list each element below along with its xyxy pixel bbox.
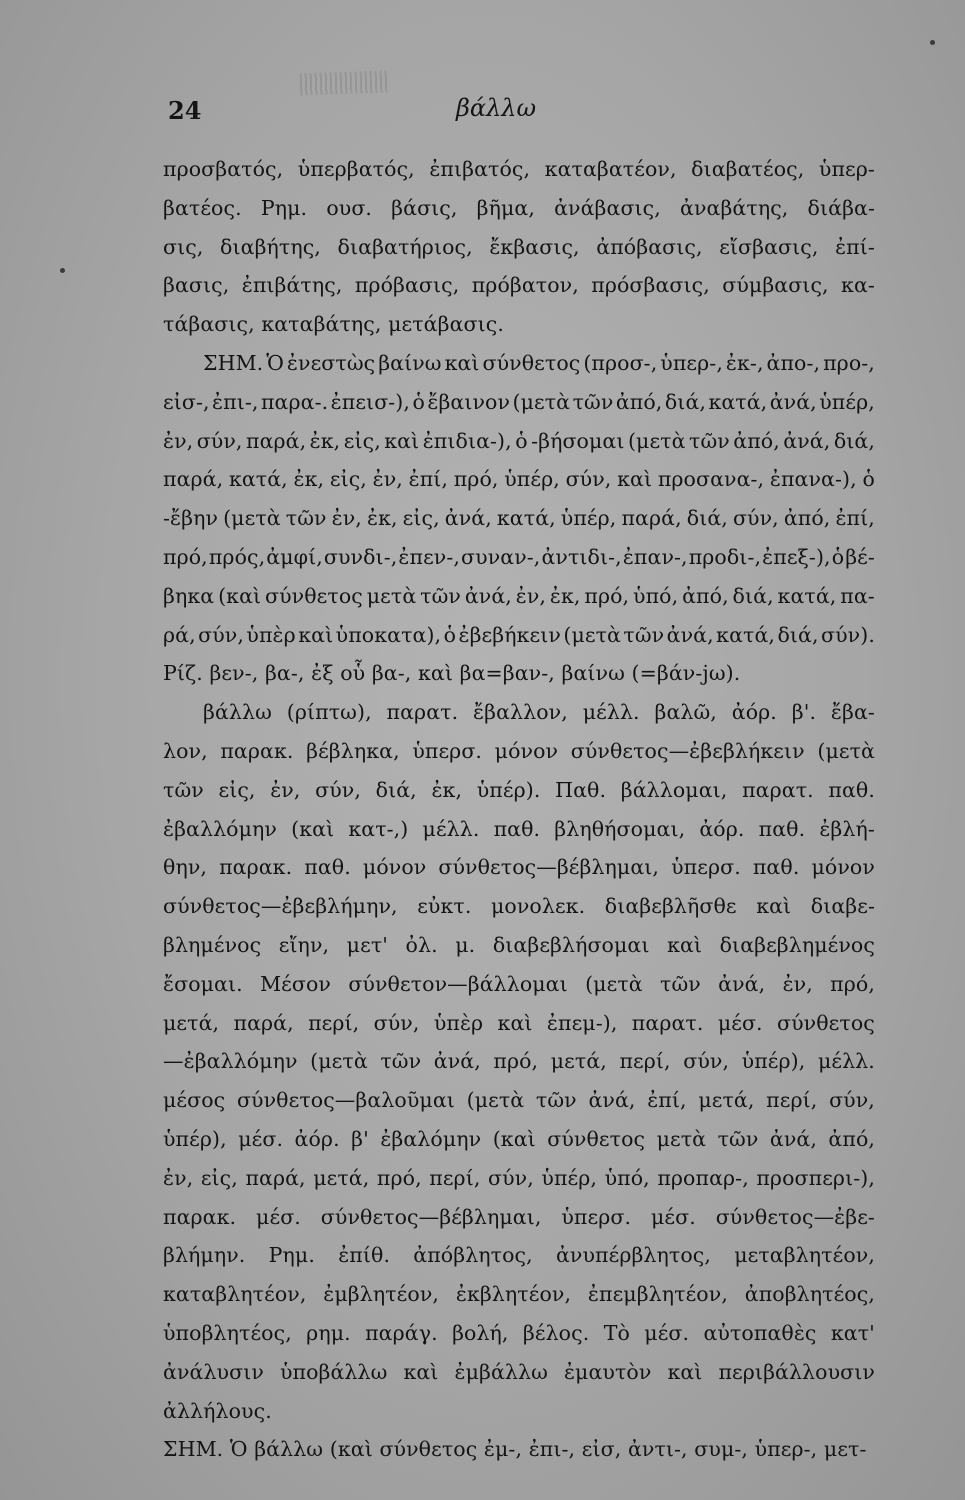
text-line: ΣΗΜ. Ὁ βάλλω (καὶ σύνθετος ἐμ-, ἐπι-, εἰσ, ἀντι-, συμ-, ὑπερ-, μετ- — [163, 1437, 867, 1462]
text-line: ἀλλήλους. — [163, 1398, 272, 1423]
text-line: ΣΗΜ. Ὁ ἐνεστὼς βαίνω καὶ σύνθετος (προσ-, ὑπερ-, ἐκ-, ἀπο-, προ-, — [203, 350, 875, 375]
text-line: ἐν, σύν, παρά, ἐκ, εἰς, καὶ ἐπιδια-), ὁ -βήσομαι (μετὰ τῶν ἀπό, ἀνά, διά, — [163, 428, 875, 453]
text-line: εἰσ-, ἐπι-, παρα-. ἐπεισ-), ὁ ἔβαινον (μετὰ τῶν ἀπό, διά, κατά, ἀνά, ὑπέρ, — [163, 389, 875, 414]
text-line: βασις, ἐπιβάτης, πρόβασις, πρόβατον, πρόσβασις, σύμβασις, κα- — [163, 273, 875, 298]
text-line: ἐν, εἰς, παρά, μετά, πρό, περί, σύν, ὑπέρ, ὑπό, προπαρ-, προσπερι-), — [163, 1165, 875, 1190]
text-line: σύνθετος—ἐβεβλήμην, εὐκτ. μονολεκ. διαβεβλῆσθε καὶ διαβε- — [163, 894, 875, 919]
text-line: ἀνάλυσιν ὑποβάλλω καὶ ἐμβάλλω ἐμαυτὸν καὶ περιβάλλουσιν — [163, 1359, 875, 1384]
text-line: βάλλω (ρίπτω), παρατ. ἔβαλλον, μέλλ. βαλῶ, ἀόρ. β'. ἔβα- — [203, 700, 875, 725]
text-line: μέσος σύνθετος—βαλοῦμαι (μετὰ τῶν ἀνά, ἐπί, μετά, περί, σύν, — [163, 1088, 875, 1113]
text-line: πρό, πρός, ἀμφί, συνδι-, ἐπεν-, συναν-, ἀντιδι-, ἐπαν-, προδι-, ἐπεξ-), ὁ βέ- — [163, 544, 875, 569]
text-line: λον, παρακ. βέβληκα, ὑπερσ. μόνον σύνθετος—ἐβεβλήκειν (μετὰ — [163, 738, 875, 763]
text-line: ὑπέρ), μέσ. ἀόρ. β' ἐβαλόμην (καὶ σύνθετος μετὰ τῶν ἀνά, ἀπό, — [163, 1126, 875, 1151]
text-line: βλημένος εἴην, μετ' ὀλ. μ. διαβεβλήσομαι καὶ διαβεβλημένος — [163, 932, 875, 957]
text-line: —ἐβαλλόμην (μετὰ τῶν ἀνά, πρό, μετά, περί, σύν, ὑπέρ), μέλλ. — [163, 1049, 875, 1074]
text-line: μετά, παρά, περί, σύν, ὑπὲρ καὶ ἐπεμ-), παρατ. μέσ. σύνθετος — [163, 1010, 875, 1035]
text-line: θην, παρακ. παθ. μόνον σύνθετος—βέβλημαι, ὑπερσ. παθ. μόνον — [163, 855, 875, 880]
text-line: Ρίζ. βεν-, βα-, ἐξ οὗ βα-, καὶ βα=βαν-, βαίνω (=βάν-jω). — [163, 661, 741, 686]
text-line: ὑποβλητέος, ρημ. παράγ. βολή, βέλος. Τὸ μέσ. αὐτοπαθὲς κατ' — [163, 1320, 875, 1345]
ink-speck — [930, 40, 935, 45]
ink-smudge — [300, 70, 389, 95]
text-line: παρακ. μέσ. σύνθετος—βέβλημαι, ὑπερσ. μέσ. σύνθετος—ἐβε- — [163, 1204, 875, 1229]
ink-speck — [60, 268, 65, 273]
text-line: ἐβαλλόμην (καὶ κατ-,) μέλλ. παθ. βληθήσομαι, ἀόρ. παθ. ἐβλή- — [163, 816, 875, 841]
text-line: παρά, κατά, ἐκ, εἰς, ἐν, ἐπί, πρό, ὑπέρ, σύν, καὶ προσανα-, ἐπανα-), ὁ — [163, 467, 875, 492]
running-head: βάλλω — [456, 94, 537, 122]
text-line: τῶν εἰς, ἐν, σύν, διά, ἐκ, ὑπέρ). Παθ. βάλλομαι, παρατ. παθ. — [163, 777, 875, 802]
text-line: σις, διαβήτης, διαβατήριος, ἔκβασις, ἀπόβασις, εἴσβασις, ἐπί- — [163, 234, 875, 259]
text-line: ρά, σύν, ὑπὲρ καὶ ὑποκατα), ὁ ἐβεβήκειν (μετὰ τῶν ἀνά, κατά, διά, σύν). — [163, 622, 875, 647]
text-line: βηκα (καὶ σύνθετος μετὰ τῶν ἀνά, ἐν, ἐκ, πρό, ὑπό, ἀπό, διά, κατά, πα- — [163, 583, 875, 608]
text-line: τάβασις, καταβάτης, μετάβασις. — [163, 312, 504, 337]
text-line: -ἔβην (μετὰ τῶν ἐν, ἐκ, εἰς, ἀνά, κατά, ὑπέρ, παρά, διά, σύν, ἀπό, ἐπί, — [163, 506, 875, 531]
text-line: καταβλητέον, ἐμβλητέον, ἐκβλητέον, ἐπεμβλητέον, ἀποβλητέος, — [163, 1282, 875, 1307]
page-number: 24 — [168, 96, 202, 125]
text-line: ἔσομαι. Μέσον σύνθετον—βάλλομαι (μετὰ τῶν ἀνά, ἐν, πρό, — [163, 971, 875, 996]
page-body-text — [163, 150, 875, 1469]
text-line: βατέος. Ρημ. ουσ. βάσις, βῆμα, ἀνάβασις, ἀναβάτης, διάβα- — [163, 195, 875, 220]
text-line: βλήμην. Ρημ. ἐπίθ. ἀπόβλητος, ἀνυπέρβλητος, μεταβλητέον, — [163, 1243, 875, 1268]
text-line: προσβατός, ὑπερβατός, ἐπιβατός, καταβατέον, διαβατέος, ὑπερ- — [163, 157, 875, 181]
